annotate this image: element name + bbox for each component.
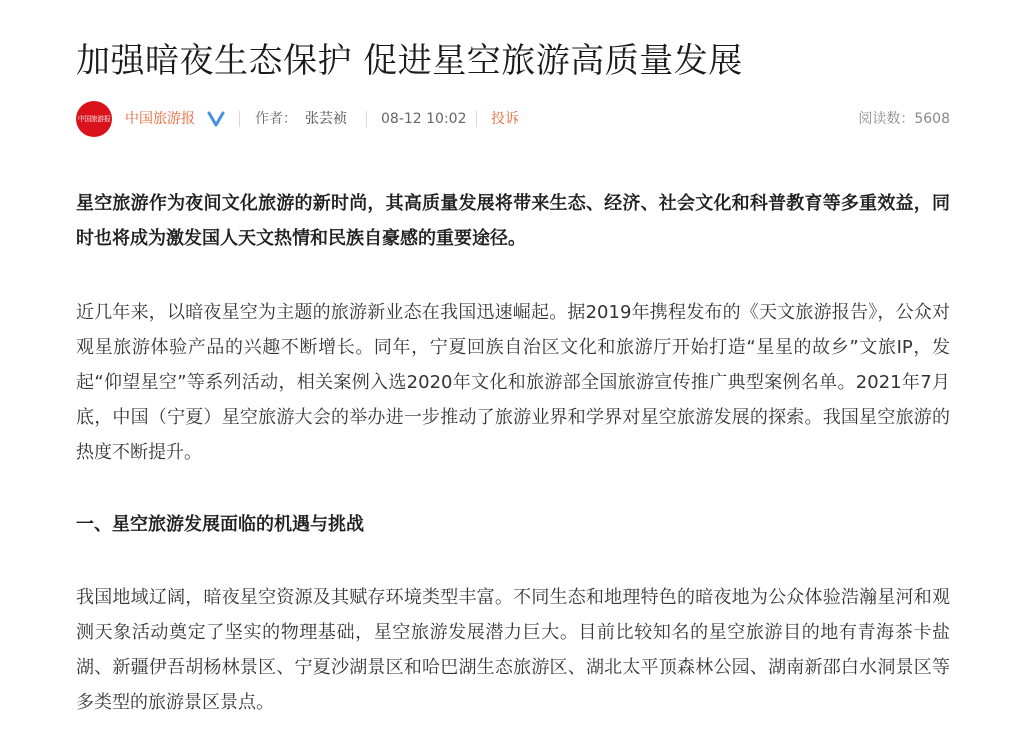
author-name: 张芸祯 — [305, 111, 347, 127]
meta-divider — [476, 111, 477, 127]
publish-date: 08-12 10:02 — [381, 111, 467, 127]
article-meta — [76, 101, 950, 137]
body-paragraph: 近几年来，以暗夜星空为主题的旅游新业态在我国迅速崛起。据2019年携程发布的《天文旅游报告》，公众对观星旅游体验产品的兴趣不断增长。同年，宁夏回族自治区文化和旅游厅开始打造“星星的故乡”文旅IP，发起“仰望星空”等系列活动，相关案例入选2020年文化和旅游部全国旅游宣传推广典型案例名单。2021年7月底，中国（宁夏）星空旅游大会的举办进一步推动了旅游业界和学界对星空旅游发展的探索。我国星空旅游的热度不断提升。 — [76, 302, 950, 463]
meta-divider — [366, 111, 367, 127]
article-body — [76, 186, 950, 720]
read-count: 阅读数：5608 — [858, 111, 950, 127]
section-heading: 一、星空旅游发展面临的机遇与挑战 — [76, 514, 364, 535]
article — [76, 0, 956, 713]
body-paragraph: 我国地域辽阔，暗夜星空资源及其赋存环境类型丰富。不同生态和地理特色的暗夜地为公众体验浩瀚星河和观测天象活动奠定了坚实的物理基础，星空旅游发展潜力巨大。目前比较知名的星空旅游目的地有青海茶卡盐湖、新疆伊吾胡杨林景区、宁夏沙湖景区和哈巴湖生态旅游区、湖北太平顶森林公园、湖南新邵白水洞景区等多类型的旅游景区景点。 — [76, 587, 950, 713]
source-name-link[interactable]: 中国旅游报 — [125, 111, 195, 127]
report-link[interactable]: 投诉 — [491, 111, 519, 127]
author-label: 作者： — [255, 111, 297, 127]
lead-paragraph: 星空旅游作为夜间文化旅游的新时尚，其高质量发展将带来生态、经济、社会文化和科普教育等多重效益，同时也将成为激发国人天文热情和民族自豪感的重要途径。 — [76, 193, 950, 249]
source-avatar[interactable]: 中国旅游报 — [76, 101, 112, 137]
verified-icon — [207, 110, 225, 128]
article-title: 加强暗夜生态保护 促进星空旅游高质量发展 — [76, 41, 743, 81]
meta-divider — [239, 111, 240, 127]
